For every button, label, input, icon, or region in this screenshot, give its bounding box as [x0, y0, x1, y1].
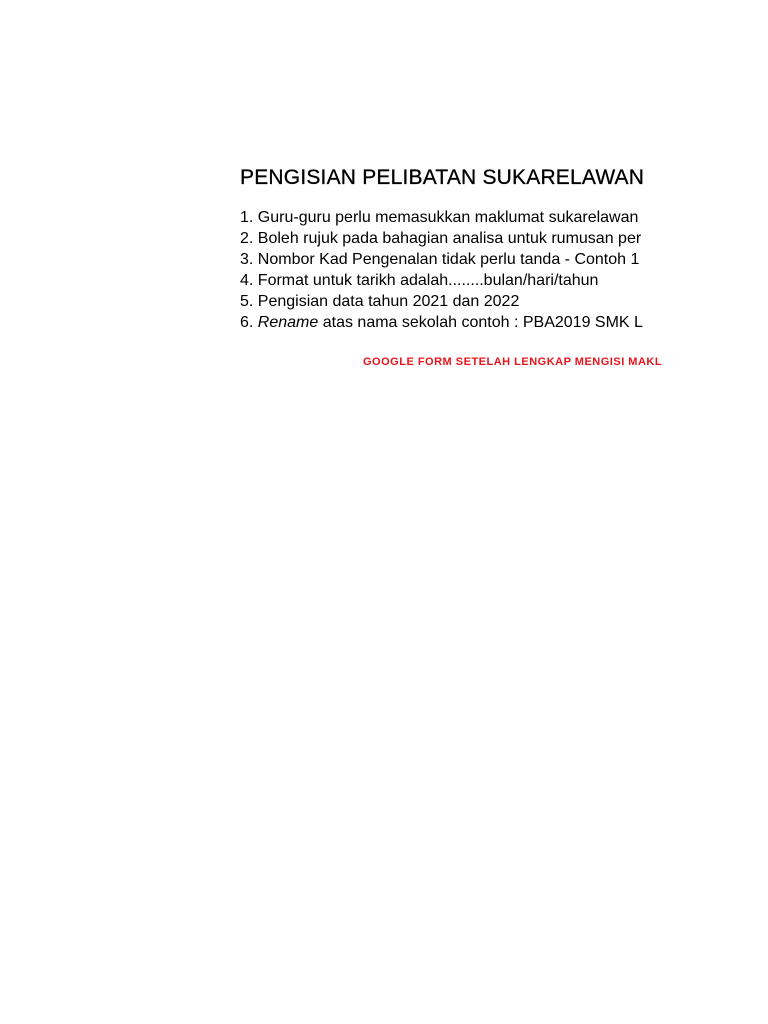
- instruction-6-emphasis: Rename: [257, 314, 319, 331]
- instruction-list: [240, 207, 678, 333]
- instructions-block: [240, 166, 678, 406]
- instruction-6-prefix: 6.: [240, 314, 258, 331]
- instruction-item-3: 3. Nombor Kad Pengenalan tidak perlu tanda - Contoh 1: [240, 251, 640, 268]
- instruction-item-6: [240, 312, 678, 333]
- instruction-item-1: 1. Guru-guru perlu memasukkan maklumat sukarelawan: [240, 209, 639, 226]
- instruction-item-2: 2. Boleh rujuk pada bahagian analisa untuk rumusan per: [240, 230, 642, 247]
- instruction-6-rest: atas nama sekolah contoh : PBA2019 SMK L: [318, 314, 643, 331]
- google-form-notice: GOOGLE FORM SETELAH LENGKAP MENGISI MAKL: [363, 356, 663, 368]
- instruction-item-5: 5. Pengisian data tahun 2021 dan 2022: [240, 293, 520, 310]
- document-title: PENGISIAN PELIBATAN SUKARELAWAN: [240, 166, 645, 189]
- instruction-item-4: 4. Format untuk tarikh adalah........bulan/hari/tahun: [240, 272, 599, 289]
